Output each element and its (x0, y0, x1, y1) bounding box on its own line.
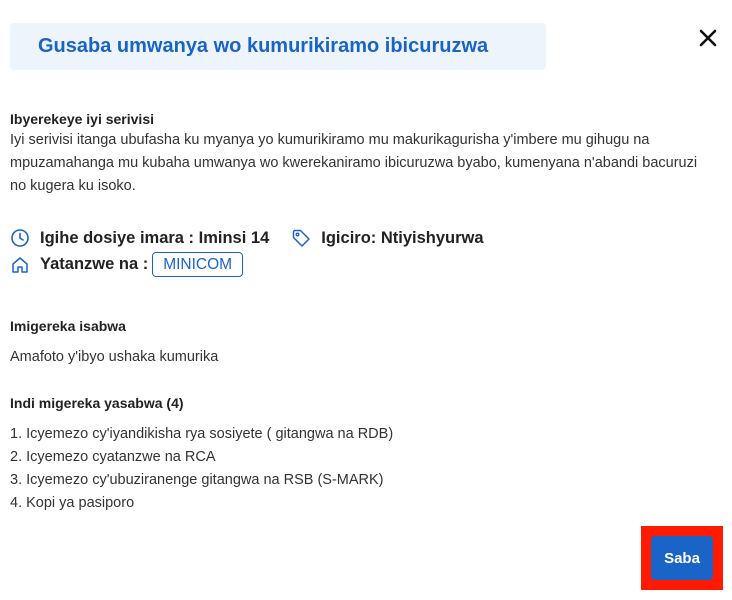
issuer-label: Yatanzwe na : (40, 255, 149, 273)
other-attachments-heading: Indi migereka yasabwa (4) (10, 395, 184, 411)
home-icon (10, 255, 30, 275)
price-text: Igiciro: Ntiyishyurwa (321, 228, 484, 247)
apply-button[interactable]: Saba (651, 536, 713, 580)
close-button[interactable] (696, 26, 720, 50)
meta-row-issuer (10, 252, 243, 277)
list-item: 3. Icyemezo cy'ubuziranenge gitangwa na RSB (S-MARK) (10, 472, 384, 488)
apply-button-highlight (641, 526, 723, 590)
list-item: 2. Icyemezo cyatanzwe na RCA (10, 449, 216, 465)
required-attachments-heading: Imigereka isabwa (10, 318, 126, 334)
modal-title: Gusaba umwanya wo kumurikiramo ibicuruzwa (38, 35, 489, 57)
modal-header (10, 23, 546, 70)
tag-icon (291, 228, 311, 248)
about-description: Iyi serivisi itanga ubufasha ku myanya yo kumurikiramo mu makurikagurisha y'imbere mu gihugu na mpuzamahanga mu kubaha umwanya wo kwerekaniramo ibicuruzwa byabo, kumenyana n'abandi bacuruzi no kugera ku isoko. (10, 132, 698, 194)
issuer-badge: MINICOM (152, 252, 243, 277)
about-heading: Ibyerekeye iyi serivisi (10, 111, 154, 127)
close-icon (696, 26, 720, 50)
other-attachments-list (10, 423, 393, 515)
duration-text: Igihe dosiye imara : Iminsi 14 (40, 228, 270, 247)
meta-row-duration-price (10, 228, 484, 248)
list-item: 4. Kopi ya pasiporo (10, 495, 135, 511)
required-attachment-item: Amafoto y'ibyo ushaka kumurika (10, 349, 219, 365)
clock-icon (10, 228, 30, 248)
list-item: 1. Icyemezo cy'iyandikisha rya sosiyete ( gitangwa na RDB) (10, 426, 394, 442)
